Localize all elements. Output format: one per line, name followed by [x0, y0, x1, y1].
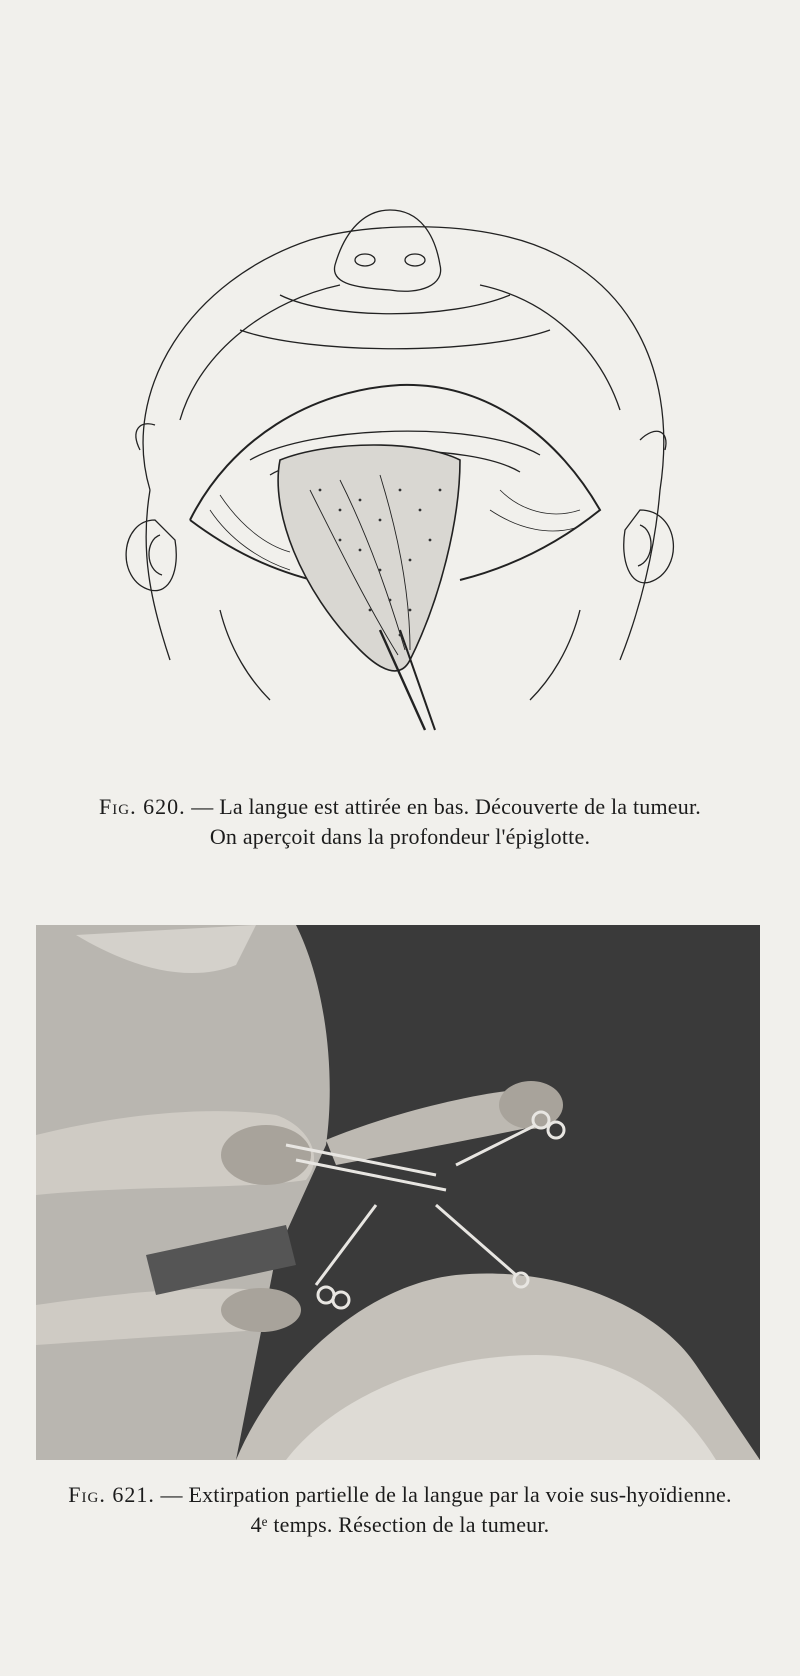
- surgery-photo-image: [36, 925, 760, 1460]
- figure-620-caption-line-1: [0, 792, 800, 822]
- figure-620-number: Fig. 620.: [99, 794, 186, 819]
- figure-620-caption: [0, 792, 800, 852]
- figure-621-caption-line-1: [0, 1480, 800, 1510]
- figure-620-caption-line-2: On aperçoit dans la profondeur l'épiglotte.: [209, 824, 591, 849]
- figure-621-caption: [0, 1480, 800, 1540]
- figure-621-photograph: [36, 925, 760, 1460]
- surgical-engraving-image: [80, 190, 720, 790]
- figure-621-caption-line-2: 4ᵉ temps. Résection de la tumeur.: [250, 1512, 550, 1537]
- figure-621-number: Fig. 621.: [68, 1482, 155, 1507]
- figure-621-caption-text-1: — Extirpation partielle de la langue par la voie sus-hyoïdienne.: [160, 1482, 732, 1507]
- figure-620-caption-text-1: — La langue est attirée en bas. Découverte de la tumeur.: [191, 794, 701, 819]
- figure-620-illustration: [80, 190, 720, 790]
